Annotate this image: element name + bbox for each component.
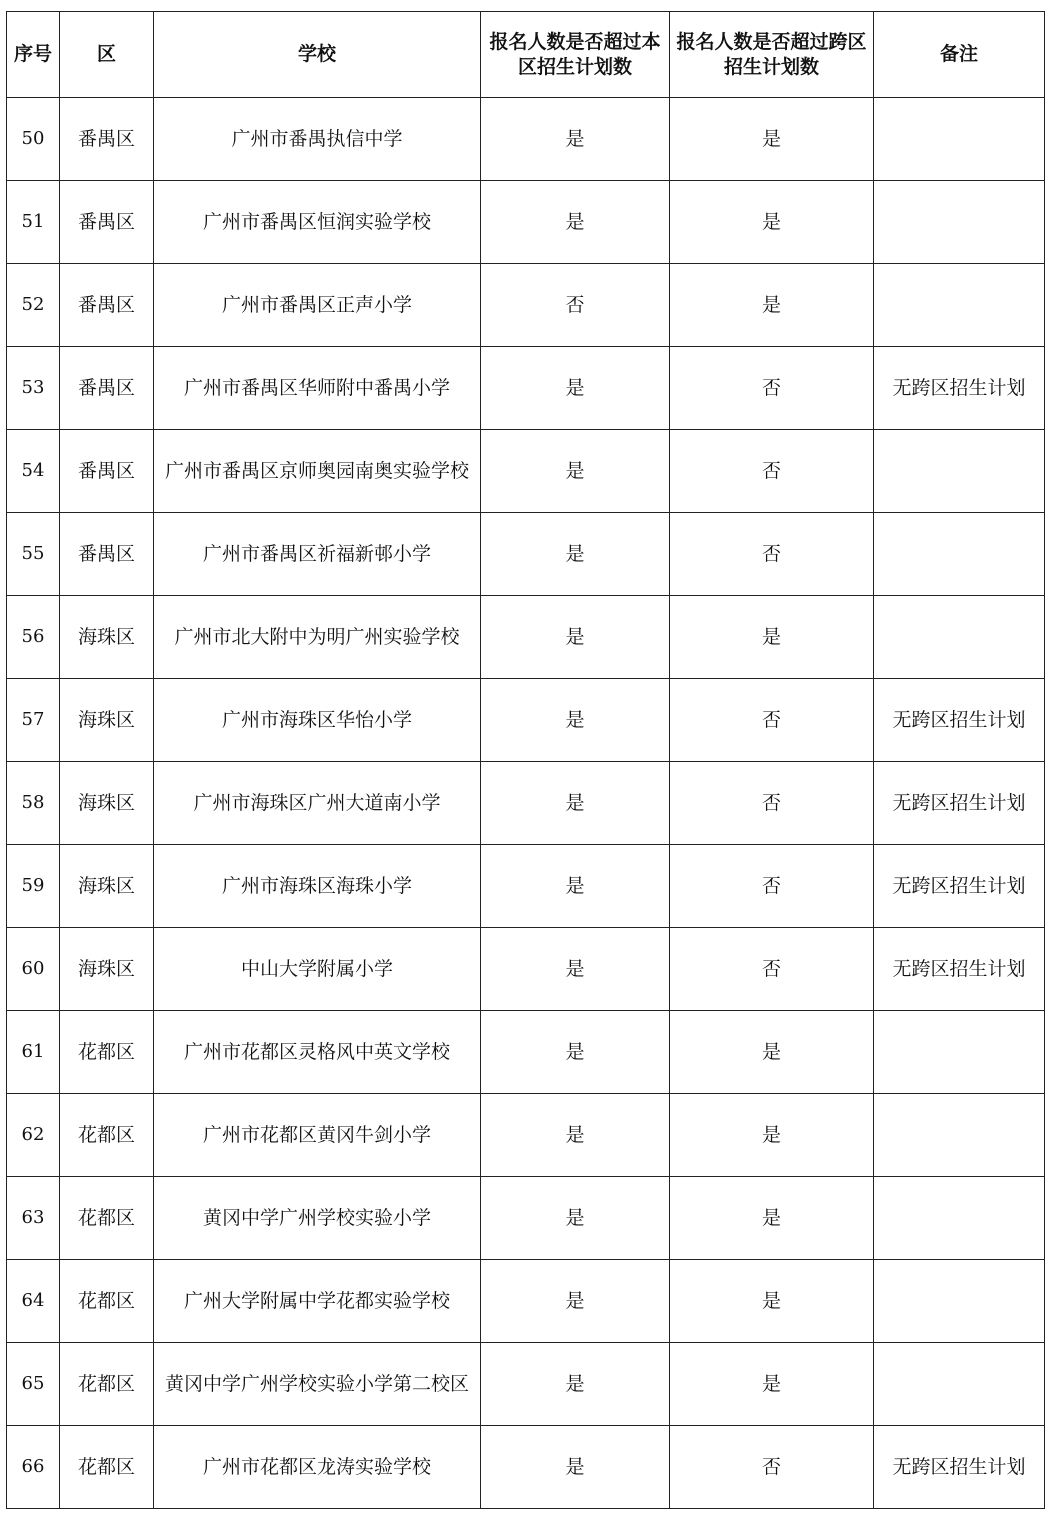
cell-seq: 54 [7, 430, 60, 513]
cell-over-cross: 否 [670, 347, 874, 430]
cell-district: 花都区 [60, 1177, 154, 1260]
cell-school: 中山大学附属小学 [154, 928, 481, 1011]
cell-school: 广州市番禺区恒润实验学校 [154, 181, 481, 264]
cell-over-local: 是 [481, 1260, 670, 1343]
cell-remark [874, 264, 1045, 347]
cell-remark [874, 1343, 1045, 1426]
cell-district: 海珠区 [60, 845, 154, 928]
cell-remark: 无跨区招生计划 [874, 762, 1045, 845]
cell-district: 番禺区 [60, 513, 154, 596]
cell-district: 番禺区 [60, 98, 154, 181]
table-row [7, 430, 1045, 513]
cell-over-cross: 否 [670, 762, 874, 845]
cell-over-cross: 否 [670, 679, 874, 762]
header-seq: 序号 [7, 12, 60, 98]
cell-seq: 50 [7, 98, 60, 181]
cell-over-cross: 是 [670, 1260, 874, 1343]
cell-over-local: 是 [481, 430, 670, 513]
cell-seq: 55 [7, 513, 60, 596]
cell-school: 黄冈中学广州学校实验小学第二校区 [154, 1343, 481, 1426]
enrollment-table [6, 11, 1045, 1509]
cell-over-local: 否 [481, 264, 670, 347]
cell-remark [874, 1011, 1045, 1094]
table-row [7, 181, 1045, 264]
table-row [7, 347, 1045, 430]
cell-district: 花都区 [60, 1343, 154, 1426]
cell-seq: 56 [7, 596, 60, 679]
cell-over-local: 是 [481, 1177, 670, 1260]
header-district: 区 [60, 12, 154, 98]
cell-over-local: 是 [481, 928, 670, 1011]
cell-school: 广州市花都区灵格风中英文学校 [154, 1011, 481, 1094]
cell-seq: 63 [7, 1177, 60, 1260]
cell-district: 花都区 [60, 1260, 154, 1343]
cell-district: 番禺区 [60, 264, 154, 347]
cell-district: 花都区 [60, 1011, 154, 1094]
cell-over-local: 是 [481, 1426, 670, 1509]
cell-school: 广州市海珠区华怡小学 [154, 679, 481, 762]
cell-over-cross: 是 [670, 1094, 874, 1177]
cell-over-local: 是 [481, 513, 670, 596]
cell-over-local: 是 [481, 596, 670, 679]
cell-seq: 60 [7, 928, 60, 1011]
header-remark: 备注 [874, 12, 1045, 98]
cell-over-local: 是 [481, 679, 670, 762]
cell-district: 花都区 [60, 1426, 154, 1509]
cell-school: 广州市海珠区广州大道南小学 [154, 762, 481, 845]
cell-remark [874, 596, 1045, 679]
table-row [7, 98, 1045, 181]
cell-over-cross: 否 [670, 845, 874, 928]
table-row [7, 762, 1045, 845]
table-row [7, 1094, 1045, 1177]
cell-school: 广州市番禺区华师附中番禺小学 [154, 347, 481, 430]
cell-over-local: 是 [481, 1094, 670, 1177]
cell-over-cross: 是 [670, 596, 874, 679]
cell-over-cross: 是 [670, 1177, 874, 1260]
cell-seq: 58 [7, 762, 60, 845]
cell-district: 海珠区 [60, 762, 154, 845]
table-row [7, 679, 1045, 762]
cell-over-cross: 是 [670, 98, 874, 181]
cell-district: 番禺区 [60, 347, 154, 430]
cell-over-local: 是 [481, 181, 670, 264]
table-row [7, 513, 1045, 596]
cell-seq: 65 [7, 1343, 60, 1426]
cell-remark [874, 1260, 1045, 1343]
header-over-cross: 报名人数是否超过跨区招生计划数 [670, 12, 874, 98]
cell-over-cross: 否 [670, 1426, 874, 1509]
cell-seq: 66 [7, 1426, 60, 1509]
header-row [7, 12, 1045, 98]
cell-district: 番禺区 [60, 430, 154, 513]
cell-district: 花都区 [60, 1094, 154, 1177]
table-row [7, 1260, 1045, 1343]
cell-over-cross: 否 [670, 430, 874, 513]
cell-school: 广州大学附属中学花都实验学校 [154, 1260, 481, 1343]
cell-school: 广州市花都区龙涛实验学校 [154, 1426, 481, 1509]
cell-seq: 64 [7, 1260, 60, 1343]
cell-district: 海珠区 [60, 596, 154, 679]
table-row [7, 1426, 1045, 1509]
cell-over-cross: 是 [670, 264, 874, 347]
cell-over-cross: 是 [670, 181, 874, 264]
cell-school: 广州市番禺区京师奥园南奥实验学校 [154, 430, 481, 513]
table-row [7, 845, 1045, 928]
cell-over-local: 是 [481, 762, 670, 845]
cell-remark [874, 1094, 1045, 1177]
cell-remark [874, 181, 1045, 264]
header-school: 学校 [154, 12, 481, 98]
cell-remark [874, 1177, 1045, 1260]
cell-school: 广州市海珠区海珠小学 [154, 845, 481, 928]
cell-over-local: 是 [481, 1011, 670, 1094]
cell-remark: 无跨区招生计划 [874, 928, 1045, 1011]
table-row [7, 1011, 1045, 1094]
cell-over-cross: 是 [670, 1343, 874, 1426]
cell-remark: 无跨区招生计划 [874, 845, 1045, 928]
table-row [7, 1343, 1045, 1426]
cell-seq: 52 [7, 264, 60, 347]
cell-over-cross: 否 [670, 928, 874, 1011]
header-over-local: 报名人数是否超过本区招生计划数 [481, 12, 670, 98]
cell-school: 广州市花都区黄冈牛剑小学 [154, 1094, 481, 1177]
cell-remark [874, 513, 1045, 596]
cell-seq: 53 [7, 347, 60, 430]
cell-remark: 无跨区招生计划 [874, 347, 1045, 430]
cell-school: 黄冈中学广州学校实验小学 [154, 1177, 481, 1260]
cell-seq: 57 [7, 679, 60, 762]
cell-school: 广州市番禺执信中学 [154, 98, 481, 181]
cell-district: 番禺区 [60, 181, 154, 264]
cell-seq: 51 [7, 181, 60, 264]
cell-over-local: 是 [481, 845, 670, 928]
cell-district: 海珠区 [60, 679, 154, 762]
cell-school: 广州市北大附中为明广州实验学校 [154, 596, 481, 679]
cell-remark [874, 430, 1045, 513]
table-body [7, 98, 1045, 1509]
cell-over-local: 是 [481, 1343, 670, 1426]
cell-seq: 61 [7, 1011, 60, 1094]
cell-school: 广州市番禺区正声小学 [154, 264, 481, 347]
cell-over-local: 是 [481, 98, 670, 181]
cell-over-cross: 是 [670, 1011, 874, 1094]
cell-remark: 无跨区招生计划 [874, 1426, 1045, 1509]
table-row [7, 928, 1045, 1011]
cell-over-local: 是 [481, 347, 670, 430]
cell-district: 海珠区 [60, 928, 154, 1011]
cell-seq: 59 [7, 845, 60, 928]
table-row [7, 1177, 1045, 1260]
cell-over-cross: 否 [670, 513, 874, 596]
cell-remark: 无跨区招生计划 [874, 679, 1045, 762]
cell-seq: 62 [7, 1094, 60, 1177]
cell-remark [874, 98, 1045, 181]
table-row [7, 264, 1045, 347]
table-row [7, 596, 1045, 679]
cell-school: 广州市番禺区祈福新邨小学 [154, 513, 481, 596]
